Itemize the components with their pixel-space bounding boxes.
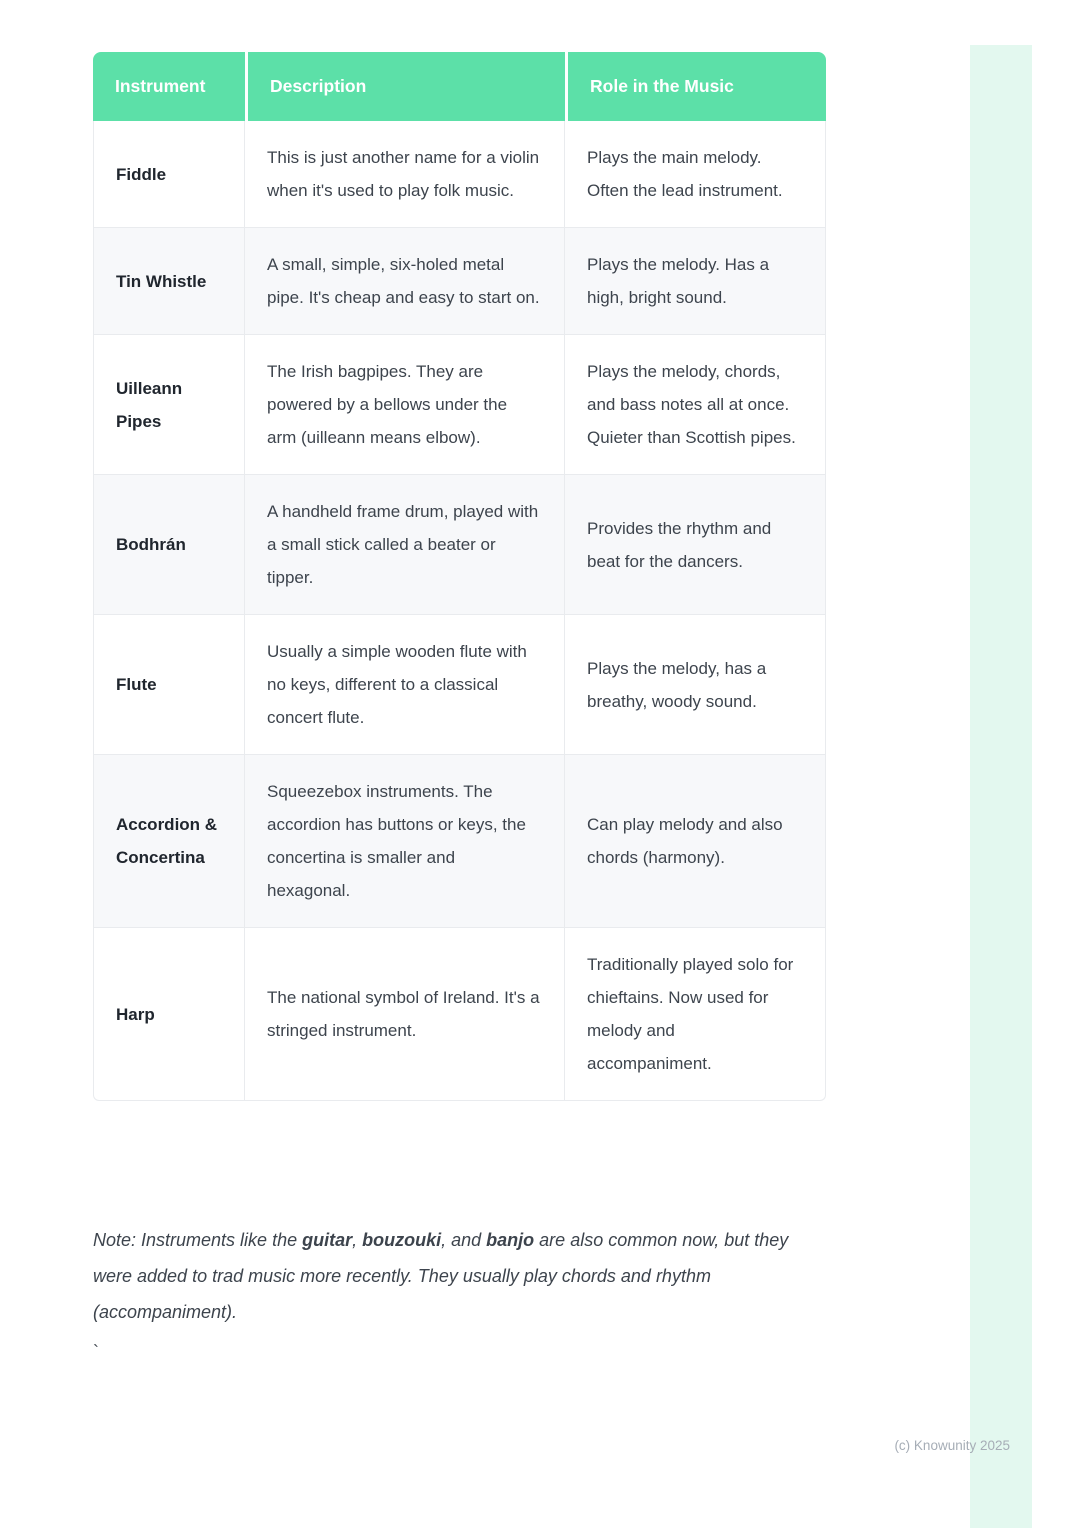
table-row	[93, 755, 826, 928]
stray-backtick: `	[93, 1342, 99, 1362]
note-text: ,	[352, 1230, 363, 1250]
description-cell: The Irish bagpipes. They are powered by a bellows under the arm (uilleann means elbow).	[245, 335, 565, 475]
table-row	[93, 615, 826, 755]
role-cell: Plays the main melody. Often the lead instrument.	[565, 121, 826, 228]
role-cell: Traditionally played solo for chieftains. Now used for melody and accompaniment.	[565, 928, 826, 1101]
page-edge-accent-bar	[970, 45, 1032, 1528]
instruments-table	[93, 52, 826, 1101]
table-row	[93, 475, 826, 615]
table-body	[93, 121, 826, 1101]
description-cell: The national symbol of Ireland. It's a stringed instrument.	[245, 928, 565, 1101]
note-bold-term: guitar	[302, 1230, 353, 1250]
copyright-footer: (c) Knowunity 2025	[894, 1438, 1010, 1453]
instrument-cell: Flute	[93, 615, 245, 755]
note-paragraph	[93, 1222, 826, 1330]
instrument-cell: Uilleann Pipes	[93, 335, 245, 475]
instrument-cell: Bodhrán	[93, 475, 245, 615]
table-header-row	[93, 52, 826, 121]
table-row	[93, 928, 826, 1101]
description-cell: Usually a simple wooden flute with no keys, different to a classical concert flute.	[245, 615, 565, 755]
description-cell: A small, simple, six-holed metal pipe. It's cheap and easy to start on.	[245, 228, 565, 335]
instrument-cell: Tin Whistle	[93, 228, 245, 335]
column-header-instrument: Instrument	[93, 52, 245, 121]
description-cell: Squeezebox instruments. The accordion has buttons or keys, the concertina is smaller and hexagonal.	[245, 755, 565, 928]
instrument-cell: Harp	[93, 928, 245, 1101]
table-row	[93, 228, 826, 335]
role-cell: Plays the melody, chords, and bass notes all at once. Quieter than Scottish pipes.	[565, 335, 826, 475]
table-row	[93, 121, 826, 228]
role-cell: Plays the melody. Has a high, bright sound.	[565, 228, 826, 335]
note-bold-term: banjo	[486, 1230, 535, 1250]
note-text: Note: Instruments like the	[93, 1230, 303, 1250]
description-cell: This is just another name for a violin when it's used to play folk music.	[245, 121, 565, 228]
table-row	[93, 335, 826, 475]
note-bold-term: bouzouki	[362, 1230, 442, 1250]
instrument-cell: Fiddle	[93, 121, 245, 228]
description-cell: A handheld frame drum, played with a small stick called a beater or tipper.	[245, 475, 565, 615]
note-text: are also common now, but they were added to trad music more recently. They usually play chords and rhythm (accompaniment).	[93, 1230, 789, 1322]
column-header-role-in-the-music: Role in the Music	[565, 52, 826, 121]
role-cell: Plays the melody, has a breathy, woody sound.	[565, 615, 826, 755]
column-header-description: Description	[245, 52, 565, 121]
note-text: , and	[441, 1230, 487, 1250]
role-cell: Provides the rhythm and beat for the dancers.	[565, 475, 826, 615]
instrument-cell: Accordion & Concertina	[93, 755, 245, 928]
table-header	[93, 52, 826, 121]
role-cell: Can play melody and also chords (harmony).	[565, 755, 826, 928]
